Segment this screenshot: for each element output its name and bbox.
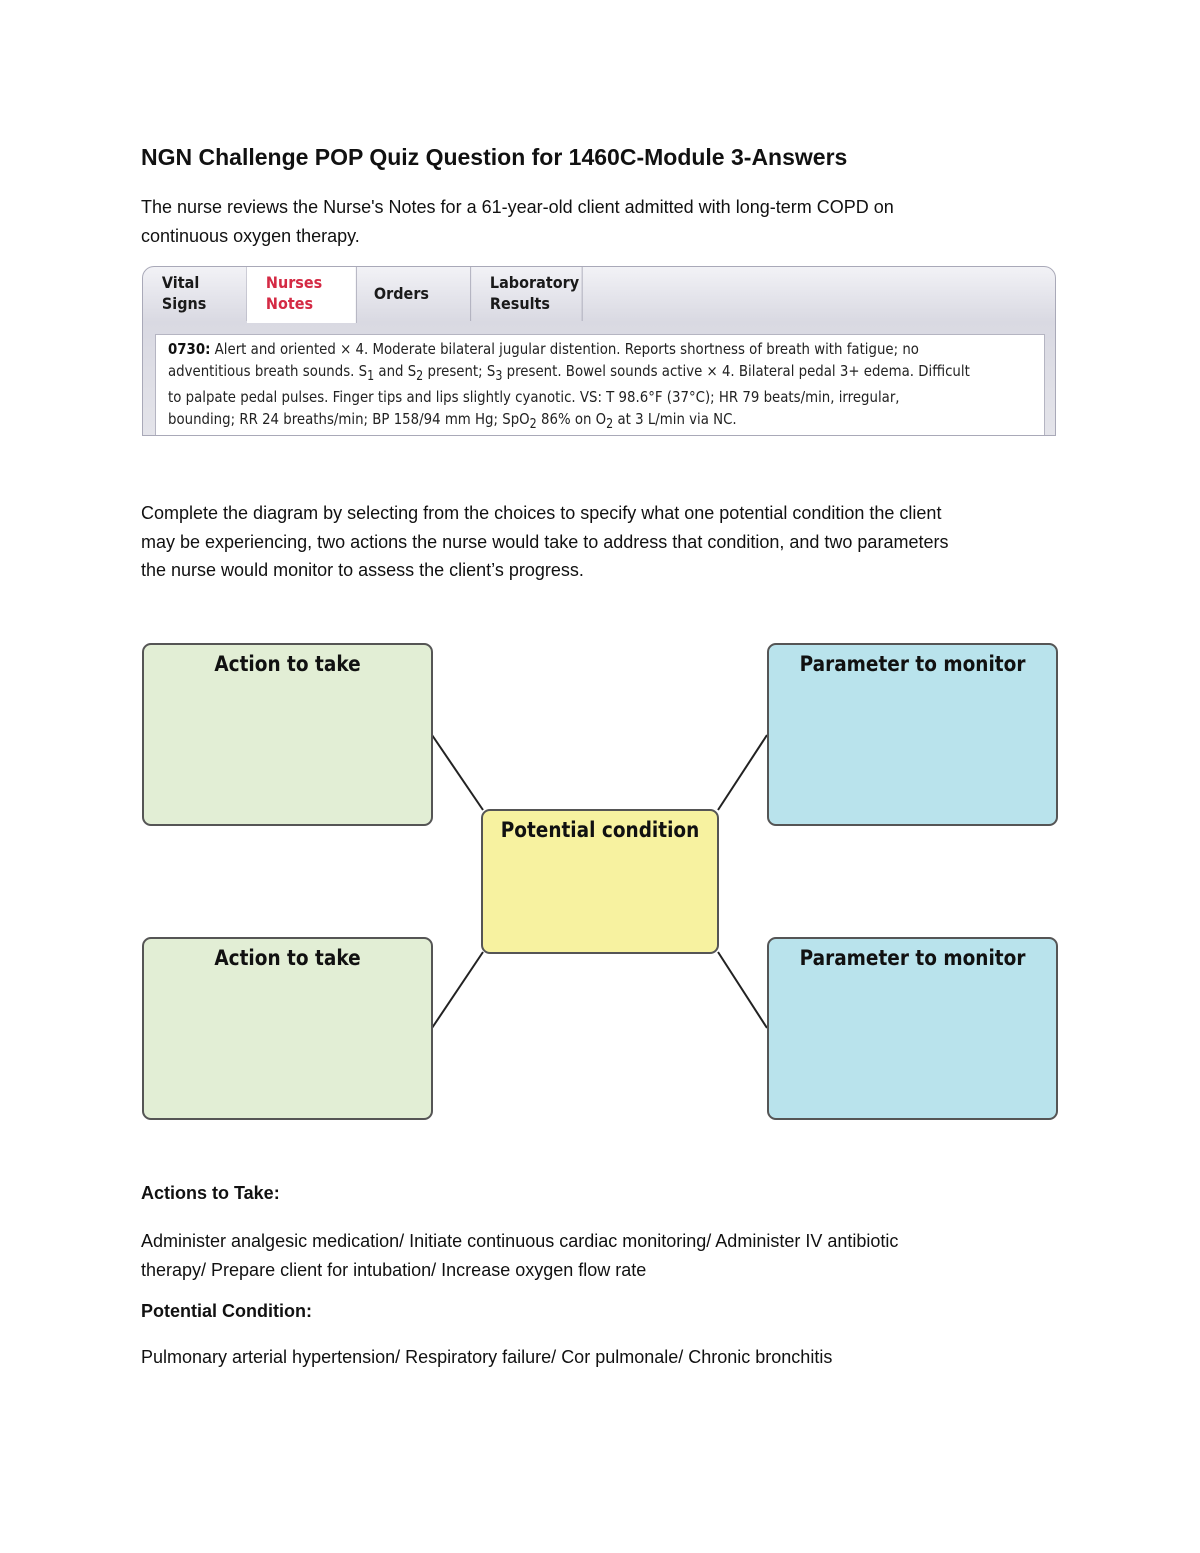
box-heading: Action to take (214, 652, 361, 676)
note-subscript: 1 (367, 368, 375, 384)
instruction-line: may be experiencing, two actions the nurse would take to address that condition, and two parameters (141, 531, 949, 552)
condition-heading: Potential Condition: (141, 1301, 312, 1321)
actions-choices (141, 1227, 1061, 1284)
note-line: to palpate pedal pulses. Finger tips and lips slightly cyanotic. VS: T 98.6°F (37°C); HR 79 beats/min, irregular, (168, 388, 900, 407)
intro-line: The nurse reviews the Nurse's Notes for a 61-year-old client admitted with long-term COPD on (141, 197, 894, 217)
connector-line (718, 952, 767, 1028)
intro-line: continuous oxygen therapy. (141, 225, 360, 246)
choices-line: Pulmonary arterial hypertension/ Respiratory failure/ Cor pulmonale/ Chronic bronchitis (141, 1347, 833, 1367)
box-heading: Potential condition (500, 818, 700, 842)
note-text: present; S (423, 361, 496, 380)
note-text: present. Bowel sounds active × 4. Bilateral pedal 3+ edema. Difficult (502, 361, 970, 380)
note-subscript: 3 (495, 368, 503, 384)
note-text: and S (374, 361, 417, 380)
page-title: NGN Challenge POP Quiz Question for 1460C-Module 3-Answers (141, 144, 848, 170)
note-subscript: 2 (606, 416, 614, 432)
condition-box[interactable] (481, 809, 719, 954)
choices-line: therapy/ Prepare client for intubation/ Increase oxygen flow rate (141, 1259, 647, 1280)
tab-label: Notes (265, 294, 314, 313)
tab-label: Laboratory (489, 273, 580, 292)
tab-label: Nurses (265, 273, 323, 292)
connector-line (432, 952, 483, 1028)
box-heading: Action to take (214, 946, 361, 970)
action-box-bottom[interactable] (142, 937, 433, 1120)
action-box-top[interactable] (142, 643, 433, 826)
box-heading: Parameter to monitor (799, 946, 1026, 970)
parameter-box-top[interactable] (767, 643, 1058, 826)
instruction-line: Complete the diagram by selecting from the choices to specify what one potential condition the client (141, 503, 942, 523)
note-subscript: 2 (529, 416, 537, 432)
connector-line (432, 735, 483, 810)
note-text: 86% on O (536, 409, 607, 428)
tab-label: Results (489, 294, 550, 313)
box-heading: Parameter to monitor (799, 652, 1026, 676)
note-text: adventitious breath sounds. S (168, 361, 368, 380)
note-text: Alert and oriented × 4. Moderate bilateral jugular distention. Reports shortness of breath with fatigue; no (214, 340, 919, 358)
parameter-box-bottom[interactable] (767, 937, 1058, 1120)
note-time: 0730: (168, 340, 211, 358)
connector-line (718, 735, 767, 810)
tab-label: Orders (373, 284, 429, 303)
actions-heading: Actions to Take: (141, 1183, 280, 1203)
condition-choices (141, 1343, 1061, 1372)
note-text: bounding; RR 24 breaths/min; BP 158/94 mm Hg; SpO (168, 409, 530, 428)
note-text: at 3 L/min via NC. (613, 409, 737, 428)
tab-label: Signs (161, 294, 207, 313)
tab-label: Vital (161, 273, 200, 292)
choices-line: Administer analgesic medication/ Initiate continuous cardiac monitoring/ Administer IV antibiotic (141, 1231, 899, 1251)
note-subscript: 2 (416, 368, 424, 384)
instruction-line: the nurse would monitor to assess the client’s progress. (141, 560, 584, 580)
